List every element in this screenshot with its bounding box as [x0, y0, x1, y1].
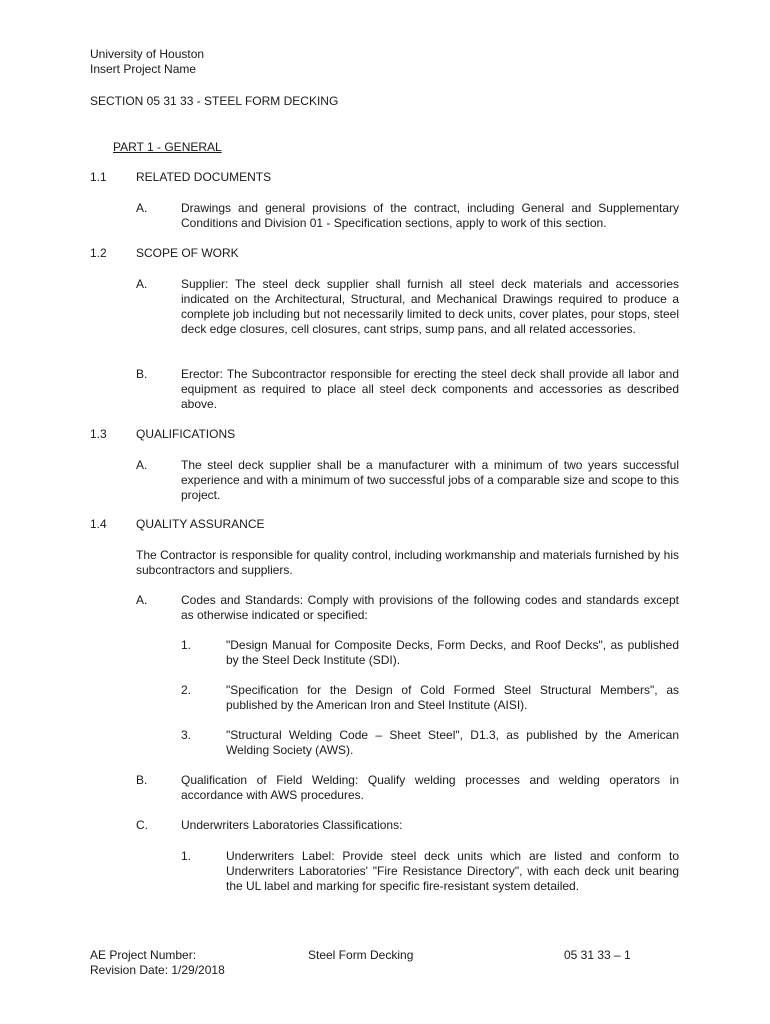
article-title: QUALITY ASSURANCE [136, 517, 265, 531]
footer-section-name: Steel Form Decking [308, 948, 414, 962]
header-project-name: Insert Project Name [90, 62, 197, 76]
paragraph-label: B. [136, 773, 148, 787]
article-number: 1.4 [90, 517, 107, 531]
footer-revision-date: Revision Date: 1/29/2018 [90, 963, 225, 977]
paragraph-label: A. [136, 593, 148, 607]
paragraph-text: The steel deck supplier shall be a manufacturer with a minimum of two years successful experience and with a minimum of two successful jobs of a comparable size and scope to this project. [181, 458, 679, 502]
paragraph-text: Underwriters Laboratories Classifications: [181, 818, 403, 832]
paragraph-label: A. [136, 201, 148, 215]
subparagraph-label: 1. [181, 638, 192, 652]
paragraph-text: Codes and Standards: Comply with provisions of the following codes and standards except as otherwise indicated or specified: [181, 593, 679, 622]
document-header [90, 47, 204, 77]
paragraph-text: Erector: The Subcontractor responsible for erecting the steel deck shall provide all labor and equipment as required to place all steel deck components and accessories as described above. [181, 367, 679, 411]
header-university: University of Houston [90, 47, 205, 61]
paragraph-label: A. [136, 277, 148, 291]
article-number: 1.2 [90, 246, 107, 260]
article-number: 1.3 [90, 427, 107, 441]
footer-project-number: AE Project Number: [90, 948, 197, 962]
paragraph-text: Supplier: The steel deck supplier shall furnish all steel deck materials and accessories indicated on the Architectural, Structural, and Mechanical Drawings required to produce a complete job including but not necessarily limited to deck units, cover plates, pour stops, steel deck edge closures, cell closures, cant strips, sump pans, and all related accessories. [181, 277, 679, 336]
paragraph-text: Drawings and general provisions of the contract, including General and Supplementary Conditions and Division 01 - Specification sections, apply to work of this section. [181, 201, 679, 230]
subparagraph-label: 2. [181, 683, 192, 697]
article-title: QUALIFICATIONS [136, 427, 236, 441]
paragraph-text: Qualification of Field Welding: Qualify welding processes and welding operators in accordance with AWS procedures. [181, 773, 679, 802]
subparagraph-label: 3. [181, 728, 192, 742]
subparagraph-label: 1. [181, 849, 192, 863]
part-heading: PART 1 - GENERAL [113, 140, 222, 154]
subparagraph-text: Underwriters Label: Provide steel deck units which are listed and conform to Underwriters Laboratories' "Fire Resistance Directory", with each deck unit bearing the UL label and marking for specific fire-resistant system detailed. [226, 849, 679, 893]
section-title: SECTION 05 31 33 - STEEL FORM DECKING [90, 94, 339, 108]
subparagraph-text: "Structural Welding Code – Sheet Steel", D1.3, as published by the American Welding Society (AWS). [226, 728, 679, 757]
paragraph-label: B. [136, 367, 148, 381]
paragraph-label: A. [136, 458, 148, 472]
article-title: SCOPE OF WORK [136, 246, 239, 260]
footer-left [90, 948, 225, 978]
footer-page-number: 05 31 33 – 1 [564, 948, 631, 962]
subparagraph-text: "Specification for the Design of Cold Formed Steel Structural Members", as published by the American Iron and Steel Institute (AISI). [226, 683, 679, 712]
paragraph-text: The Contractor is responsible for quality control, including workmanship and materials furnished by his subcontractors and suppliers. [136, 548, 679, 577]
article-number: 1.1 [90, 170, 107, 184]
paragraph-label: C. [136, 818, 148, 832]
article-title: RELATED DOCUMENTS [136, 170, 272, 184]
subparagraph-text: "Design Manual for Composite Decks, Form Decks, and Roof Decks", as published by the Steel Deck Institute (SDI). [226, 638, 679, 667]
